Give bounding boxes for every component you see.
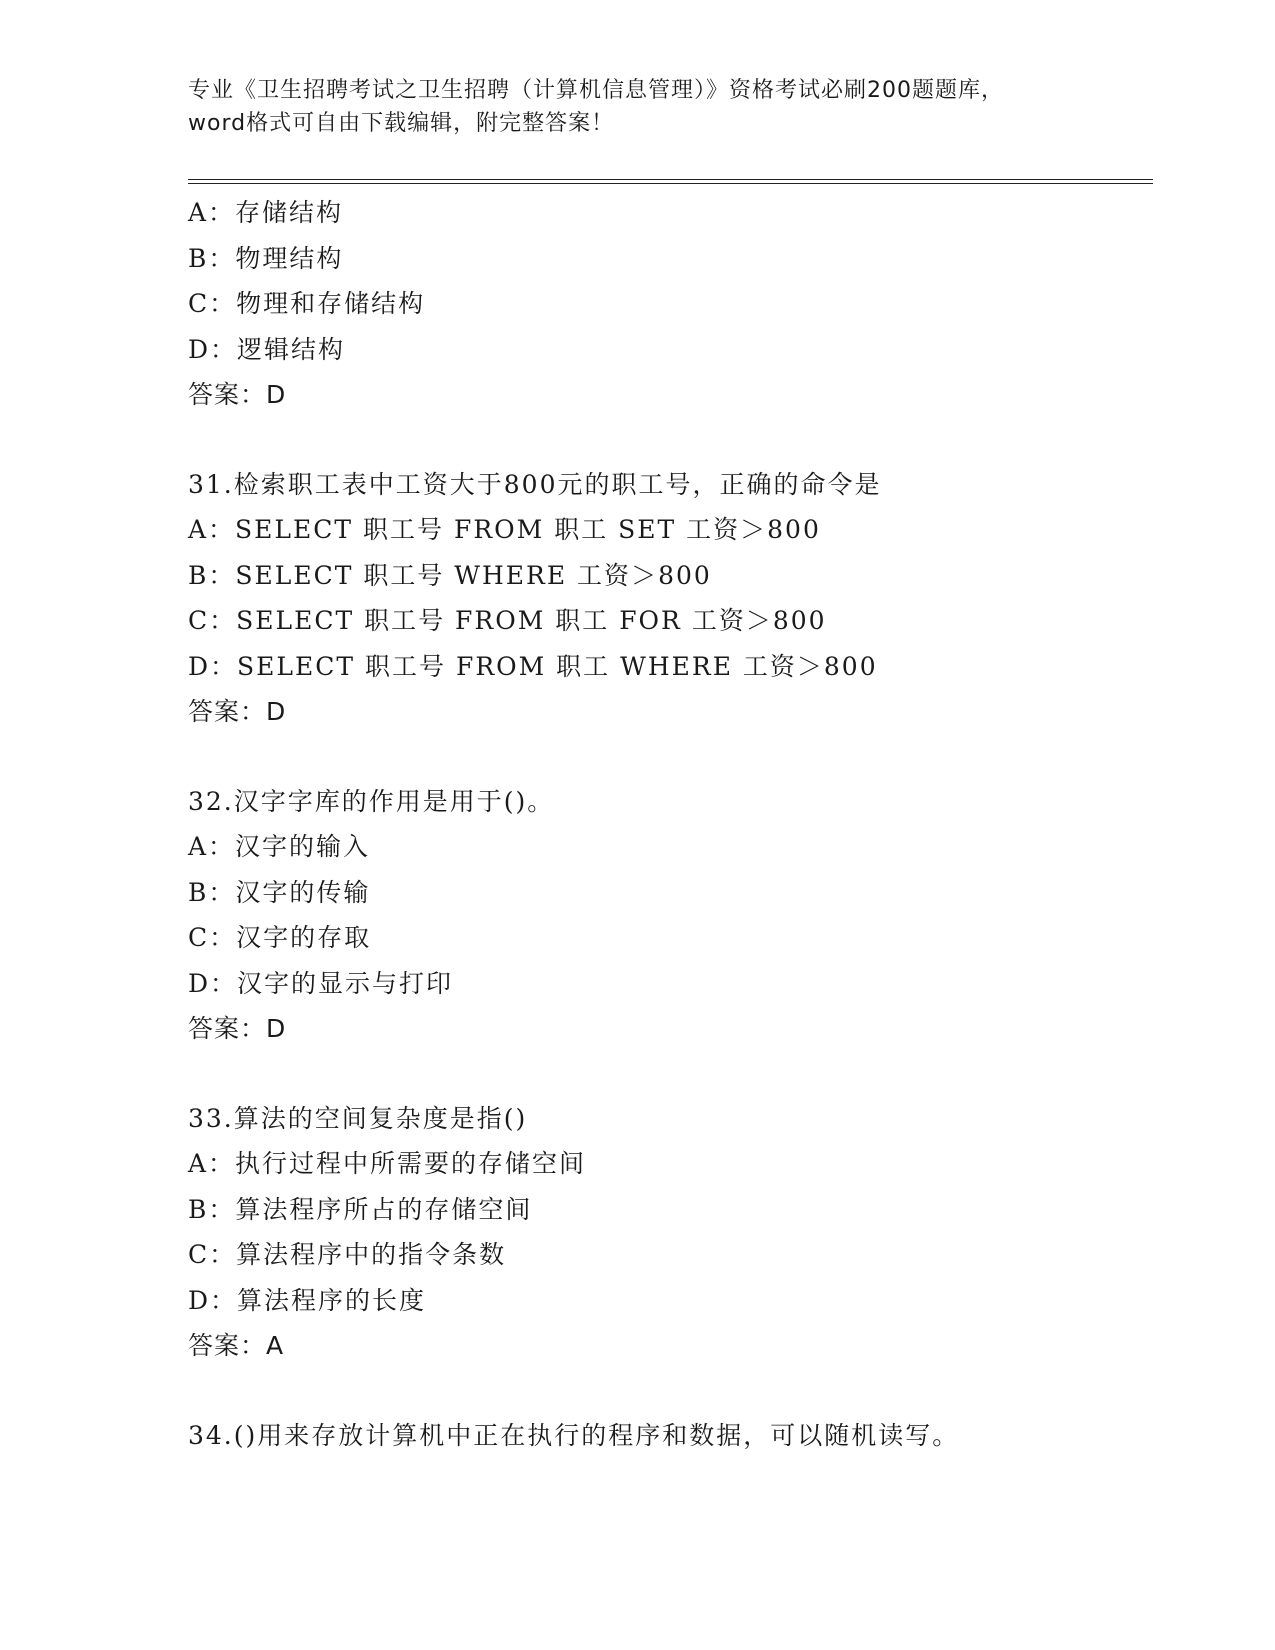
answer: 答案：D xyxy=(188,380,287,409)
document-header xyxy=(188,74,1088,140)
option-b: B：算法程序所占的存储空间 xyxy=(188,1194,533,1224)
question-text: 32.汉字字库的作用是用于()。 xyxy=(188,786,555,816)
option-a: A：SELECT 职工号 FROM 职工 SET 工资＞800 xyxy=(188,515,821,544)
option-a: A：汉字的输入 xyxy=(188,832,371,861)
question-block-33 xyxy=(188,1096,1153,1369)
option-c: C：算法程序中的指令条数 xyxy=(188,1240,507,1269)
option-c: C：物理和存储结构 xyxy=(188,289,426,318)
spacer xyxy=(188,418,1153,462)
option-b: B：物理结构 xyxy=(188,243,344,273)
question-text: 31.检索职工表中工资大于800元的职工号，正确的命令是 xyxy=(188,469,882,499)
option-a: A：执行过程中所需要的存储空间 xyxy=(188,1149,587,1178)
spacer xyxy=(188,1369,1153,1413)
option-b: B：SELECT 职工号 WHERE 工资＞800 xyxy=(188,560,712,590)
question-block-31 xyxy=(188,462,1153,735)
option-a: A：存储结构 xyxy=(188,198,344,227)
question-block-32 xyxy=(188,779,1153,1052)
option-d: D：SELECT 职工号 FROM 职工 WHERE 工资＞800 xyxy=(188,651,878,681)
option-b: B：汉字的传输 xyxy=(188,877,371,907)
question-text: 34.()用来存放计算机中正在执行的程序和数据，可以随机读写。 xyxy=(188,1420,960,1450)
spacer xyxy=(188,735,1153,779)
header-divider-bottom xyxy=(188,183,1153,184)
question-block-30 xyxy=(188,190,1153,418)
answer: 答案：D xyxy=(188,1014,287,1043)
option-d: D：算法程序的长度 xyxy=(188,1285,427,1315)
spacer xyxy=(188,1052,1153,1096)
option-c: C：汉字的存取 xyxy=(188,923,372,952)
question-text: 33.算法的空间复杂度是指() xyxy=(188,1103,528,1133)
option-d: D：逻辑结构 xyxy=(188,334,346,364)
answer: 答案：D xyxy=(188,697,287,726)
question-block-34 xyxy=(188,1413,1153,1459)
header-title-line2: word格式可自由下载编辑，附完整答案！ xyxy=(188,111,615,136)
answer: 答案：A xyxy=(188,1331,285,1360)
header-divider-top xyxy=(188,179,1153,180)
option-c: C：SELECT 职工号 FROM 职工 FOR 工资＞800 xyxy=(188,606,827,635)
header-title-line1: 专业《卫生招聘考试之卫生招聘（计算机信息管理）》资格考试必刷200题题库， xyxy=(188,78,1004,103)
question-list xyxy=(188,190,1153,1458)
option-d: D：汉字的显示与打印 xyxy=(188,968,454,998)
